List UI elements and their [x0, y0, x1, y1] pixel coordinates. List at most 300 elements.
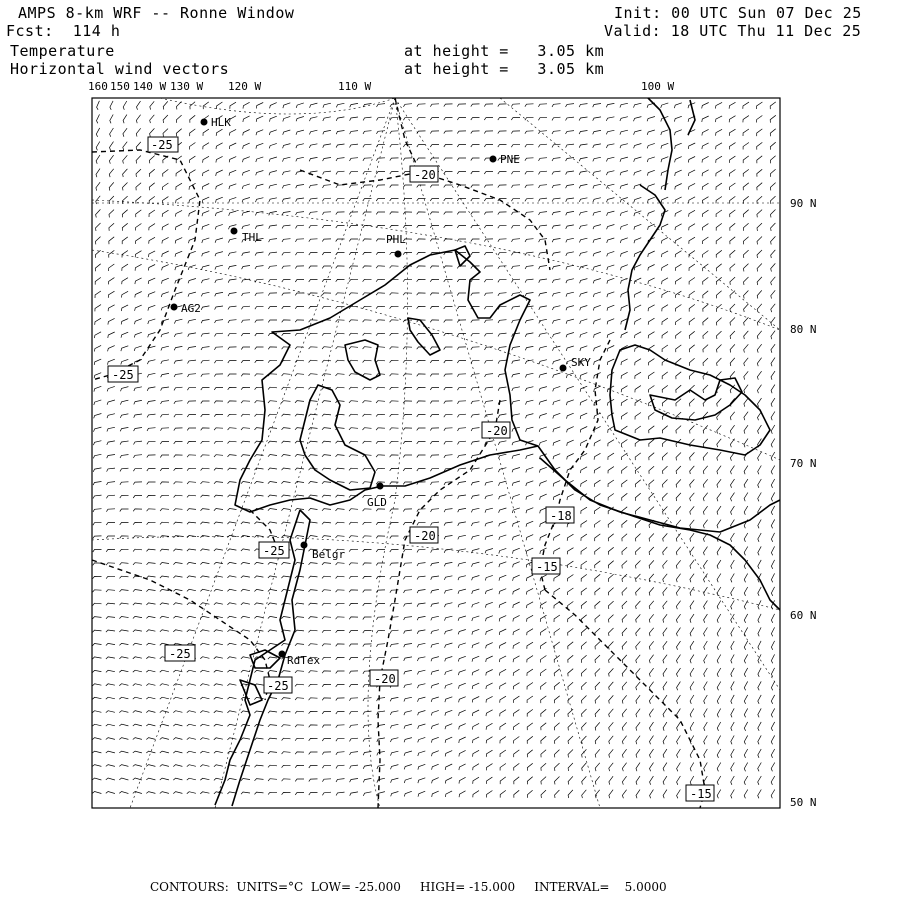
wind-vector [757, 196, 762, 204]
wind-vector [268, 589, 277, 591]
wind-vector [662, 264, 669, 270]
wind-vector [525, 346, 533, 350]
wind-vector [757, 142, 763, 149]
wind-vector [743, 129, 749, 136]
wind-vector [512, 441, 520, 446]
wind-vector [93, 590, 102, 592]
wind-vector [336, 792, 344, 795]
wind-vector [663, 560, 668, 568]
wind-vector [539, 427, 547, 432]
wind-vector [133, 697, 142, 699]
wind-vector [363, 522, 372, 524]
latitude-labels [790, 197, 817, 809]
wind-vector [229, 143, 236, 149]
wind-vector [743, 116, 749, 123]
wind-vector [254, 603, 263, 605]
wind-vector [458, 508, 466, 512]
wind-vector [499, 481, 507, 486]
wind-vector [663, 466, 668, 474]
wind-vector [417, 563, 426, 566]
wind-vector [417, 401, 426, 403]
wind-vector [541, 642, 547, 649]
wind-vector [648, 318, 654, 325]
wind-vector [109, 250, 115, 257]
wind-vector [188, 279, 196, 284]
wind-vector [676, 331, 682, 338]
wind-vector [430, 266, 439, 268]
wind-vector [649, 386, 655, 393]
contour-label [410, 527, 438, 543]
wind-vector [282, 752, 291, 754]
wind-vector [214, 603, 223, 605]
wind-vector [540, 629, 546, 636]
wind-vector [581, 574, 587, 581]
wind-vector [174, 387, 183, 390]
wind-vector [349, 590, 358, 592]
wind-vector [295, 252, 304, 255]
wind-vector [580, 279, 588, 284]
wind-vector [511, 185, 520, 188]
wind-vector [106, 738, 115, 740]
wind-vector [511, 212, 520, 215]
wind-vector [92, 657, 101, 659]
wind-vector [758, 479, 762, 488]
wind-vector [403, 414, 412, 416]
wind-vector [650, 722, 654, 731]
wind-vector [743, 183, 749, 190]
wind-vector [511, 144, 520, 147]
wind-vector [539, 346, 547, 350]
wind-vector [161, 401, 170, 404]
wind-vector [649, 587, 654, 595]
wind-vector [160, 576, 169, 578]
wind-vector [744, 291, 749, 299]
wind-vector [500, 723, 506, 730]
wind-vector [282, 266, 291, 269]
wind-vector [309, 280, 318, 282]
wind-vector [349, 226, 358, 228]
wind-vector [160, 724, 169, 726]
wind-vector [731, 776, 735, 785]
wind-vector [215, 320, 224, 323]
wind-vector [417, 387, 426, 389]
wind-vector [703, 439, 708, 447]
wind-vector [295, 441, 304, 443]
wind-vector [758, 708, 761, 717]
wind-vector [622, 709, 626, 717]
wind-vector [622, 695, 626, 703]
wind-vector [123, 183, 128, 191]
wind-vector [608, 574, 613, 582]
wind-vector [636, 736, 640, 745]
wind-vector [484, 293, 493, 296]
wind-vector [228, 428, 237, 430]
wind-vector [430, 185, 439, 187]
wind-vector [580, 292, 588, 297]
wind-vector [512, 400, 520, 404]
wind-vector [663, 790, 667, 799]
wind-vector [376, 306, 385, 308]
svg-text:Belgr: Belgr [312, 548, 346, 561]
wind-vector [526, 575, 533, 581]
wind-vector [661, 130, 669, 135]
wind-vector [731, 736, 734, 745]
wind-vector [539, 467, 546, 472]
wind-vector [363, 711, 372, 714]
wind-vector [675, 237, 682, 243]
wind-vector [203, 143, 209, 150]
wind-vector [568, 776, 573, 784]
wind-vector [444, 266, 453, 268]
wind-vector [256, 130, 263, 136]
wind-vector [295, 765, 304, 767]
wind-vector [717, 641, 721, 650]
wind-vector [525, 387, 533, 391]
wind-vector [595, 776, 599, 784]
wind-vector [647, 143, 655, 148]
wind-vector [553, 360, 561, 365]
wind-vector [731, 601, 735, 610]
wind-vector [136, 156, 141, 164]
wind-vector [676, 547, 680, 555]
wind-vector [552, 265, 560, 269]
wind-vector [92, 711, 101, 713]
wind-vector [554, 615, 560, 622]
wind-vector [758, 452, 762, 461]
wind-vector [120, 441, 128, 445]
wind-vector [390, 266, 399, 268]
wind-vector [404, 644, 412, 648]
wind-vector [147, 563, 156, 565]
wind-vector [608, 561, 613, 569]
wind-vector [160, 792, 169, 794]
wind-vector [717, 695, 720, 704]
wind-vector [336, 738, 345, 741]
wind-vector [255, 441, 264, 443]
wind-vector [295, 266, 304, 269]
wind-vector [296, 130, 304, 135]
wind-vector [133, 509, 142, 511]
wind-vector [649, 655, 653, 664]
wind-vector [484, 131, 493, 134]
wind-vector [431, 657, 439, 662]
wind-vector [593, 225, 601, 230]
wind-vector [430, 239, 439, 241]
wind-vector [162, 224, 169, 230]
temperature-contours [92, 98, 705, 808]
wind-vector [581, 655, 586, 663]
wind-vector [106, 536, 115, 538]
wind-vector [163, 183, 169, 190]
wind-vector [690, 749, 694, 758]
wind-vector [676, 574, 680, 582]
wind-vector [376, 239, 385, 241]
wind-vector [93, 536, 102, 539]
wind-vector [540, 575, 547, 581]
wind-vector [581, 521, 587, 528]
wind-vector [663, 695, 667, 704]
wind-vector [757, 250, 762, 258]
wind-vector [621, 386, 627, 393]
wind-vector [269, 130, 277, 135]
wind-vector [336, 563, 345, 565]
wind-vector [620, 198, 628, 203]
wind-vector [255, 360, 264, 362]
wind-vector [376, 266, 385, 268]
wind-vector [349, 644, 358, 646]
wind-vector [309, 752, 318, 754]
wind-vector [649, 614, 653, 622]
wind-vector [716, 116, 723, 122]
wind-vector [147, 360, 155, 364]
contour-labels [108, 137, 714, 801]
wind-vector [149, 196, 155, 203]
svg-text:-25: -25 [112, 368, 134, 382]
wind-vector [771, 304, 775, 312]
wind-vector [622, 493, 628, 500]
wind-vector [485, 414, 493, 418]
wind-vector [635, 520, 640, 528]
wind-vector [580, 265, 588, 270]
wind-vector [322, 441, 331, 443]
wind-vector [676, 587, 680, 596]
wind-vector [703, 493, 707, 501]
wind-vector [349, 185, 358, 188]
wind-vector [729, 102, 735, 108]
wind-vector [499, 643, 506, 649]
wind-vector [486, 710, 493, 716]
wind-vector [228, 468, 237, 470]
wind-vector [580, 440, 587, 446]
wind-vector [555, 750, 560, 758]
wind-vector [309, 157, 317, 161]
wind-vector [527, 763, 532, 770]
wind-vector [539, 440, 547, 445]
wind-vector [430, 320, 439, 322]
wind-vector [148, 265, 155, 271]
wind-vector [444, 117, 453, 120]
wind-vector [527, 790, 532, 798]
wind-vector [568, 655, 573, 662]
wind-vector [663, 601, 667, 609]
wind-vector [484, 239, 493, 242]
svg-text:60 N: 60 N [790, 609, 817, 622]
svg-text:-20: -20 [486, 424, 508, 438]
wind-vector [607, 292, 614, 297]
wind-vector [349, 320, 358, 322]
wind-vector [622, 574, 627, 582]
wind-vector [771, 492, 774, 501]
wind-vector [674, 103, 681, 108]
svg-text:-20: -20 [374, 672, 396, 686]
wind-vector [431, 563, 439, 567]
wind-vector [444, 361, 453, 364]
wind-vector [187, 697, 196, 699]
wind-vector [295, 738, 304, 740]
wind-vector [444, 603, 452, 607]
wind-vector [268, 441, 277, 443]
wind-vector [757, 156, 762, 163]
wind-vector [541, 763, 546, 771]
wind-vector [349, 658, 358, 661]
valid-time: Valid: 18 UTC Thu 11 Dec 25 [604, 22, 862, 40]
wind-vector [662, 251, 669, 257]
wind-vector [607, 211, 615, 216]
wind-vector [133, 616, 142, 618]
wind-vector [147, 455, 156, 458]
wind-vector [511, 131, 520, 134]
wind-vector [472, 723, 479, 729]
wind-vector [147, 468, 156, 471]
wind-vector [322, 360, 331, 362]
wind-vector [744, 681, 747, 690]
wind-vector [336, 468, 345, 470]
wind-vector [771, 479, 774, 488]
wind-vector [120, 549, 129, 551]
wind-vector [457, 131, 466, 134]
wind-vector [404, 603, 413, 606]
wind-vector [513, 642, 520, 648]
wind-vector [96, 182, 100, 190]
wind-vector [309, 320, 318, 322]
wind-vector [567, 413, 574, 419]
wind-vector [567, 561, 573, 568]
wind-vector [525, 144, 534, 147]
wind-vector [282, 441, 291, 443]
wind-vector [268, 630, 277, 632]
wind-vector [758, 735, 761, 744]
wind-vector [649, 426, 655, 433]
wind-vector [241, 455, 250, 457]
wind-vector [770, 183, 775, 191]
wind-vector [295, 779, 304, 781]
wind-vector [607, 265, 615, 270]
wind-vector [377, 117, 386, 120]
wind-vector [295, 590, 304, 592]
svg-text:-20: -20 [414, 168, 436, 182]
wind-vector [688, 170, 695, 176]
wind-vector [527, 656, 533, 663]
wind-vector [635, 426, 641, 433]
wind-vector [568, 588, 574, 595]
wind-vector [444, 387, 453, 390]
wind-vector [187, 751, 196, 753]
wind-vector [363, 117, 371, 120]
wind-vector [485, 602, 492, 607]
wind-vector [417, 670, 425, 674]
wind-vector [731, 749, 734, 758]
wind-vector [444, 104, 453, 107]
wind-vector [717, 398, 722, 406]
wind-vector [160, 670, 169, 672]
wind-vector [676, 318, 682, 325]
station-ag2 [171, 302, 201, 315]
wind-vector [322, 401, 331, 403]
wind-vector [349, 198, 358, 201]
wind-vector [390, 293, 399, 295]
wind-vector [403, 185, 412, 187]
wind-vector [295, 455, 304, 457]
wind-vector [771, 654, 774, 663]
wind-vector [404, 670, 412, 674]
wind-vector [649, 439, 654, 446]
wind-vector [363, 144, 372, 147]
wind-vector [110, 142, 114, 151]
wind-vector [187, 778, 196, 780]
wind-vector [744, 735, 747, 744]
wind-vector [336, 333, 345, 335]
wind-vector [634, 238, 641, 244]
wind-vector [417, 239, 426, 241]
wind-vector [417, 657, 425, 661]
wind-vector [472, 683, 479, 689]
wind-vector [744, 344, 749, 352]
wind-vector [281, 482, 290, 484]
wind-vector [690, 506, 694, 514]
wind-vector [147, 522, 156, 524]
wind-vector [457, 104, 466, 107]
svg-text:HLK: HLK [211, 116, 231, 129]
wind-vector [539, 158, 548, 161]
wind-vector [580, 346, 587, 351]
wind-vector [704, 641, 708, 650]
wind-vector [269, 252, 278, 255]
wind-vector [663, 655, 667, 664]
wind-vector [512, 387, 520, 391]
wind-vector [349, 617, 358, 619]
wind-vector [622, 641, 627, 649]
wind-vector [649, 560, 654, 568]
wind-vector [648, 359, 654, 366]
svg-text:THL: THL [242, 231, 262, 244]
wind-vector [282, 468, 291, 470]
wind-vector [634, 292, 641, 298]
wind-vector [648, 197, 655, 203]
wind-vector [690, 560, 694, 569]
wind-vector [499, 602, 506, 608]
wind-vector [581, 534, 587, 541]
wind-vector [201, 320, 209, 324]
wind-vector [417, 495, 426, 498]
wind-vector [200, 522, 209, 524]
wind-vector [174, 401, 183, 404]
wind-vector [622, 453, 628, 460]
wind-vector [309, 333, 318, 335]
wind-vector [607, 251, 615, 256]
wind-vector [403, 509, 412, 512]
wind-vector [255, 347, 264, 349]
wind-vector [93, 522, 102, 525]
wind-vector [485, 535, 493, 540]
wind-vector [282, 293, 291, 296]
wind-vector [309, 738, 318, 740]
wind-vector [390, 738, 398, 742]
wind-vector [511, 198, 520, 201]
wind-vector [485, 495, 493, 499]
wind-vector [486, 670, 493, 676]
wind-vector [758, 790, 762, 799]
svg-text:-20: -20 [414, 529, 436, 543]
wind-vector [349, 171, 358, 174]
wind-vector [200, 589, 209, 591]
wind-vector [190, 115, 195, 122]
wind-vector [635, 453, 641, 460]
wind-vector [309, 252, 318, 255]
wind-vector [758, 641, 761, 650]
wind-vector [593, 104, 601, 108]
wind-vector [148, 292, 155, 298]
wind-vector [540, 602, 546, 609]
